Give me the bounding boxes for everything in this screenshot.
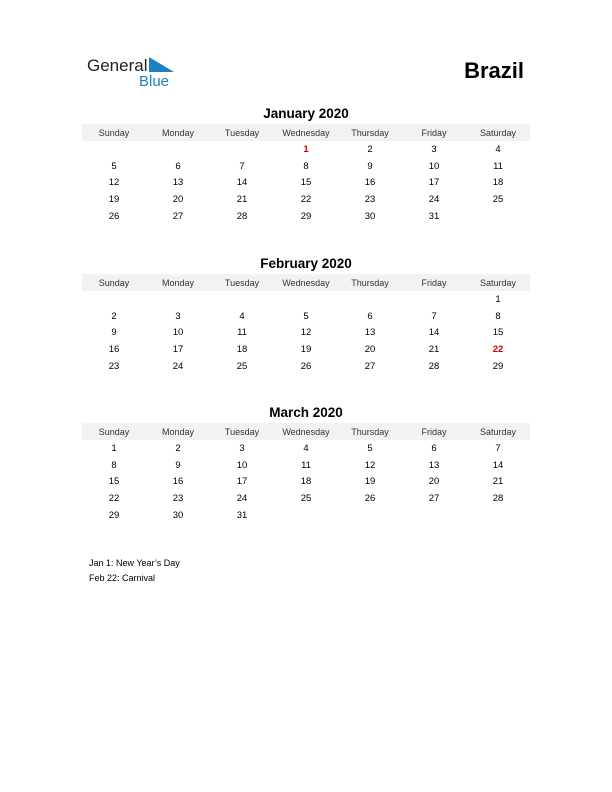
day-cell: 28 bbox=[428, 360, 440, 372]
day-cell: 10 bbox=[172, 327, 184, 339]
day-cell: 23 bbox=[172, 492, 184, 504]
month-title: January 2020 bbox=[263, 106, 349, 121]
day-cell: 22 bbox=[108, 492, 120, 504]
week-row bbox=[82, 308, 530, 325]
day-cell: 26 bbox=[300, 360, 312, 372]
day-cell: 24 bbox=[428, 193, 440, 205]
day-cell: 16 bbox=[172, 476, 184, 488]
weekday-label: Monday bbox=[161, 277, 195, 288]
day-cell: 27 bbox=[428, 492, 440, 504]
weekday-label: Wednesday bbox=[282, 426, 330, 437]
day-cell: 2 bbox=[367, 143, 373, 155]
day-cell: 3 bbox=[239, 442, 245, 454]
day-cell: 19 bbox=[364, 476, 376, 488]
day-cell: 26 bbox=[108, 210, 120, 222]
day-cell: 31 bbox=[428, 210, 440, 222]
country-title: Brazil bbox=[464, 58, 524, 83]
day-cell: 8 bbox=[111, 459, 117, 471]
day-cell: 10 bbox=[428, 160, 440, 172]
day-cell: 28 bbox=[492, 492, 504, 504]
day-cell: 1 bbox=[303, 143, 309, 155]
logo-blue-text: Blue bbox=[139, 73, 170, 90]
day-cell: 4 bbox=[303, 442, 309, 454]
week-row bbox=[82, 324, 530, 341]
day-cell: 28 bbox=[236, 210, 248, 222]
day-cell: 13 bbox=[172, 177, 184, 189]
weekday-label: Friday bbox=[421, 277, 447, 288]
day-cell: 16 bbox=[108, 343, 120, 355]
day-cell: 18 bbox=[236, 343, 248, 355]
day-cell: 27 bbox=[364, 360, 376, 372]
weekday-label: Monday bbox=[161, 426, 195, 437]
weekday-label: Sunday bbox=[98, 426, 130, 437]
month-block-march bbox=[82, 403, 530, 523]
day-cell: 2 bbox=[111, 310, 117, 322]
day-cell: 20 bbox=[172, 193, 184, 205]
day-cell: 5 bbox=[367, 442, 373, 454]
weekday-label: Thursday bbox=[351, 426, 389, 437]
day-cell: 24 bbox=[236, 492, 248, 504]
generalblue-logo bbox=[87, 55, 187, 91]
weekday-header-row bbox=[82, 274, 530, 291]
day-cell: 11 bbox=[301, 459, 311, 471]
day-cell: 30 bbox=[364, 210, 376, 222]
day-cell: 29 bbox=[108, 509, 120, 521]
day-cell: 20 bbox=[364, 343, 376, 355]
day-cell: 14 bbox=[492, 459, 504, 471]
day-cell: 27 bbox=[172, 210, 184, 222]
weekday-label: Tuesday bbox=[224, 426, 260, 437]
day-cell: 22 bbox=[492, 343, 504, 355]
weekday-header-row bbox=[82, 124, 530, 141]
day-cell: 11 bbox=[493, 160, 503, 172]
weekday-label: Friday bbox=[421, 127, 447, 138]
day-cell: 6 bbox=[175, 160, 181, 172]
day-cell: 17 bbox=[172, 343, 184, 355]
day-cell: 5 bbox=[303, 310, 309, 322]
day-cell: 30 bbox=[172, 509, 184, 521]
day-cell: 23 bbox=[364, 193, 376, 205]
day-cell: 9 bbox=[111, 327, 117, 339]
weekday-label: Thursday bbox=[351, 127, 389, 138]
day-cell: 29 bbox=[492, 360, 504, 372]
day-cell: 13 bbox=[364, 327, 376, 339]
holiday-note: Jan 1: New Year’s Day bbox=[89, 558, 180, 568]
day-cell: 15 bbox=[492, 327, 504, 339]
day-cell: 12 bbox=[108, 177, 120, 189]
day-cell: 12 bbox=[300, 327, 312, 339]
week-row bbox=[82, 358, 530, 375]
day-cell: 8 bbox=[303, 160, 309, 172]
week-row bbox=[82, 341, 530, 358]
day-cell: 6 bbox=[367, 310, 373, 322]
day-cell: 29 bbox=[300, 210, 312, 222]
day-cell: 17 bbox=[236, 476, 248, 488]
day-cell: 22 bbox=[300, 193, 312, 205]
day-cell: 4 bbox=[495, 143, 501, 155]
day-cell: 31 bbox=[236, 509, 248, 521]
day-cell: 8 bbox=[495, 310, 501, 322]
weekday-label: Thursday bbox=[351, 277, 389, 288]
week-row bbox=[82, 141, 530, 158]
week-row bbox=[82, 473, 530, 490]
weekday-label: Wednesday bbox=[282, 277, 330, 288]
day-cell: 25 bbox=[236, 360, 248, 372]
day-cell: 12 bbox=[364, 459, 376, 471]
day-cell: 25 bbox=[492, 193, 504, 205]
month-title: March 2020 bbox=[269, 405, 343, 420]
week-row bbox=[82, 158, 530, 175]
day-cell: 26 bbox=[364, 492, 376, 504]
logo-triangle-icon bbox=[149, 57, 175, 73]
logo-general-text: General bbox=[87, 56, 148, 75]
day-cell: 7 bbox=[239, 160, 245, 172]
day-cell: 14 bbox=[236, 177, 248, 189]
day-cell: 24 bbox=[172, 360, 184, 372]
holiday-notes bbox=[89, 556, 180, 585]
day-cell: 14 bbox=[428, 327, 440, 339]
day-cell: 13 bbox=[428, 459, 440, 471]
day-cell: 16 bbox=[364, 177, 376, 189]
weekday-label: Sunday bbox=[98, 127, 130, 138]
day-cell: 7 bbox=[431, 310, 437, 322]
day-cell: 9 bbox=[367, 160, 373, 172]
day-cell: 18 bbox=[300, 476, 312, 488]
week-row bbox=[82, 457, 530, 474]
day-cell: 9 bbox=[175, 459, 181, 471]
weekday-header-row bbox=[82, 423, 530, 440]
day-cell: 19 bbox=[300, 343, 312, 355]
day-cell: 1 bbox=[495, 293, 501, 305]
week-row bbox=[82, 507, 530, 524]
weekday-label: Friday bbox=[421, 426, 447, 437]
day-cell: 2 bbox=[175, 442, 181, 454]
day-cell: 3 bbox=[175, 310, 181, 322]
weekday-label: Saturday bbox=[479, 277, 517, 288]
day-cell: 21 bbox=[492, 476, 504, 488]
day-cell: 17 bbox=[428, 177, 440, 189]
week-row bbox=[82, 174, 530, 191]
weekday-label: Tuesday bbox=[224, 277, 260, 288]
month-title: February 2020 bbox=[260, 256, 352, 271]
week-row bbox=[82, 490, 530, 507]
day-cell: 21 bbox=[428, 343, 440, 355]
day-cell: 23 bbox=[108, 360, 120, 372]
holiday-note: Feb 22: Carnival bbox=[89, 572, 156, 583]
day-cell: 1 bbox=[111, 442, 117, 454]
week-row bbox=[82, 291, 530, 308]
weekday-label: Saturday bbox=[479, 426, 517, 437]
day-cell: 4 bbox=[239, 310, 245, 322]
day-cell: 10 bbox=[236, 459, 248, 471]
day-cell: 19 bbox=[108, 193, 120, 205]
day-cell: 5 bbox=[111, 160, 117, 172]
weekday-label: Monday bbox=[161, 127, 195, 138]
month-block-january bbox=[82, 104, 530, 224]
week-row bbox=[82, 191, 530, 208]
day-cell: 6 bbox=[431, 442, 437, 454]
day-cell: 7 bbox=[495, 442, 501, 454]
weekday-label: Sunday bbox=[98, 277, 130, 288]
week-row bbox=[82, 440, 530, 457]
weekday-label: Tuesday bbox=[224, 127, 260, 138]
day-cell: 25 bbox=[300, 492, 312, 504]
day-cell: 18 bbox=[492, 177, 504, 189]
day-cell: 20 bbox=[428, 476, 440, 488]
month-block-february bbox=[82, 254, 530, 374]
day-cell: 15 bbox=[108, 476, 120, 488]
day-cell: 15 bbox=[300, 177, 312, 189]
week-row bbox=[82, 208, 530, 225]
day-cell: 11 bbox=[237, 327, 247, 339]
day-cell: 21 bbox=[236, 193, 248, 205]
weekday-label: Wednesday bbox=[282, 127, 330, 138]
day-cell: 3 bbox=[431, 143, 437, 155]
weekday-label: Saturday bbox=[479, 127, 517, 138]
